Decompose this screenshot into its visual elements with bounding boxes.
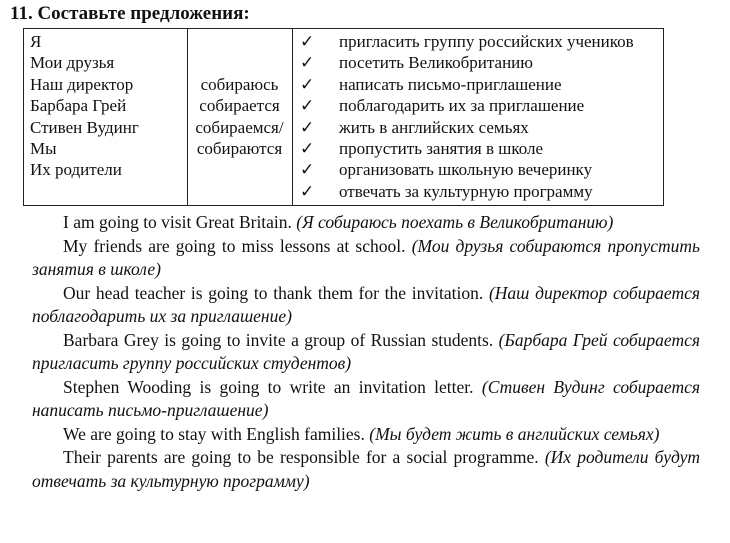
answer-english: I am going to visit Great Britain.: [63, 212, 292, 232]
subject-item: Мы: [30, 138, 57, 158]
answer-english: We are going to stay with English families.: [63, 423, 365, 444]
action-item: посетить Великобританию: [339, 53, 533, 73]
answer-paragraph: [32, 446, 700, 493]
actions-column: [339, 31, 634, 202]
answer-english: Our head teacher is going to thank them for the invitation.: [63, 282, 484, 303]
action-item: пропустить занятия в школе: [339, 138, 544, 158]
verb-item: собираются: [196, 139, 283, 159]
action-item: отвечать за культурную программу: [339, 181, 593, 201]
verb-item: собирается: [199, 96, 280, 116]
subject-item: Мои друзья: [30, 53, 115, 73]
check-mark-icon: ✓: [300, 32, 315, 51]
check-mark-icon: ✓: [300, 117, 315, 137]
action-item: организовать школьную вечеринку: [339, 160, 593, 180]
action-item: жить в английских семьях: [339, 117, 529, 137]
verbs-column: [187, 74, 292, 160]
answer-paragraph: [32, 235, 700, 282]
subject-item: Барбара Грей: [30, 96, 127, 116]
answer-russian: (Мои друзья собираются пропустить занятия в школе): [32, 235, 701, 279]
verb-item: собираемся/: [195, 117, 284, 137]
answer-paragraph: [32, 329, 700, 376]
action-item: написать письмо-приглашение: [339, 74, 562, 94]
check-mark-icon: ✓: [300, 74, 315, 94]
answer-russian: (Барбара Грей собирается пригласить группу российских студентов): [32, 329, 700, 373]
verb-item: собираюсь: [200, 75, 279, 94]
answer-russian: (Мы будет жить в английских семьях): [369, 423, 660, 444]
answer-russian: (Я собираюсь поехать в Великобританию): [296, 212, 614, 232]
answer-paragraph: [32, 423, 700, 447]
answer-english: Barbara Grey is going to invite a group of Russian students.: [63, 329, 494, 350]
answer-paragraph: [32, 211, 700, 235]
action-item: поблагодарить их за приглашение: [339, 96, 585, 116]
answer-paragraph: [32, 376, 700, 423]
answer-russian: (Наш директор собирается поблагодарить их за приглашение): [32, 282, 701, 326]
subject-item: Я: [30, 32, 42, 51]
column-divider: [292, 29, 293, 205]
answer-english: Stephen Wooding is going to write an invitation letter.: [63, 376, 474, 397]
answers-block: [32, 211, 700, 493]
action-item: пригласить группу российских учеников: [339, 32, 634, 51]
subject-item: Наш директор: [30, 74, 134, 94]
check-mark-icon: ✓: [300, 96, 315, 116]
matching-table: [23, 28, 664, 206]
subjects-column: [30, 31, 139, 181]
checkmarks-column: [300, 31, 320, 202]
answer-english: Their parents are going to be responsible for a social programme.: [63, 447, 539, 467]
check-mark-icon: ✓: [300, 53, 315, 73]
check-mark-icon: ✓: [300, 160, 315, 180]
exercise-title: 11. Составьте предложения:: [10, 3, 250, 24]
answer-english: My friends are going to miss lessons at school.: [63, 235, 406, 256]
subject-item: Стивен Вудинг: [30, 117, 139, 137]
answer-russian: (Их родители будут отвечать за культурную программу): [32, 447, 700, 491]
answer-russian: (Стивен Вудинг собирается написать письмо-приглашение): [32, 376, 700, 420]
check-mark-icon: ✓: [300, 181, 315, 201]
check-mark-icon: ✓: [300, 138, 315, 158]
answer-paragraph: [32, 282, 700, 329]
subject-item: Их родители: [30, 160, 122, 180]
